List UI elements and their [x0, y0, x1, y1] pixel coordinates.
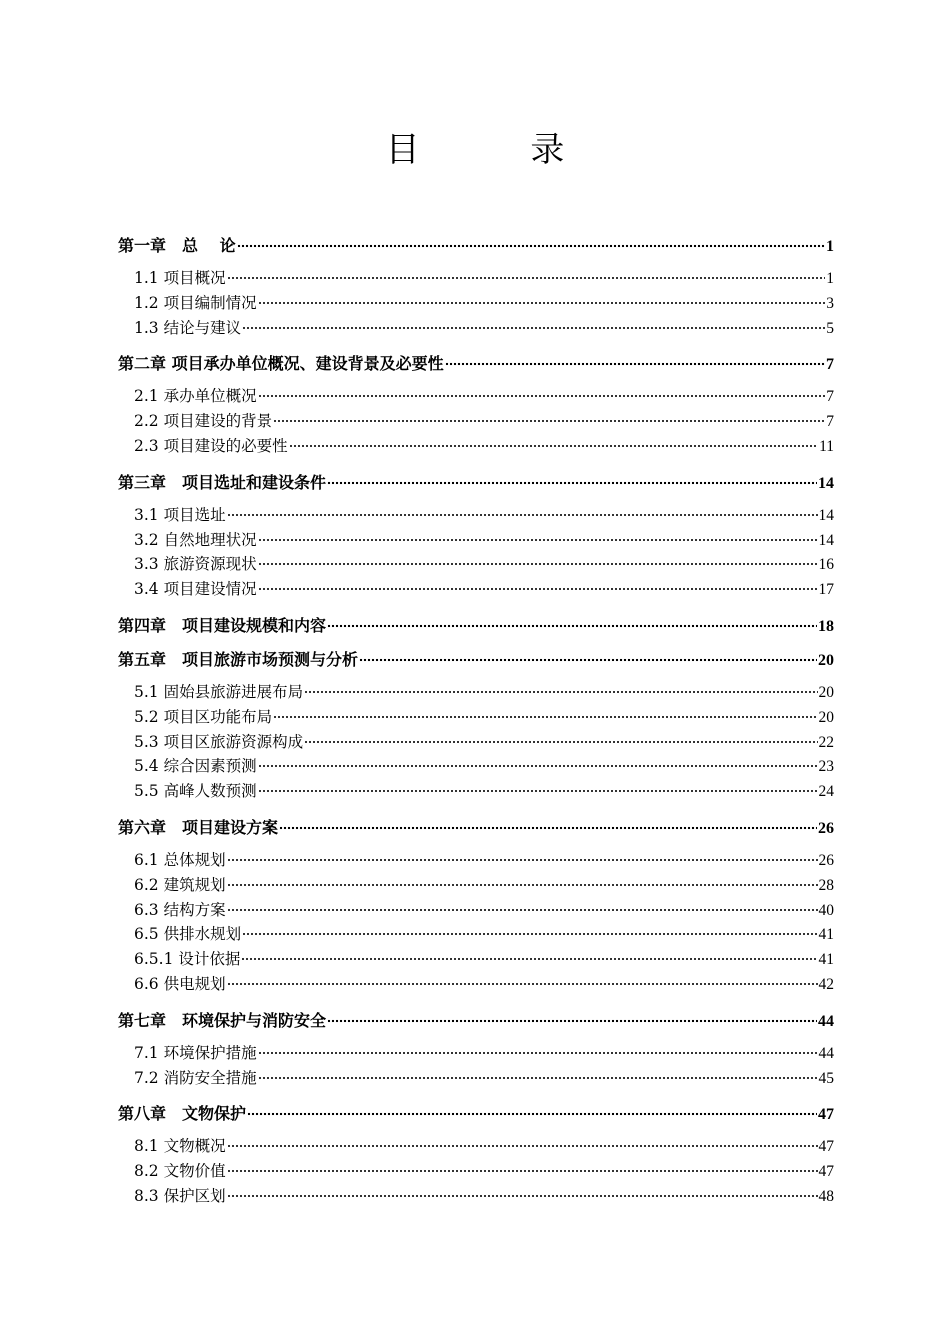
- toc-entry-label: 第六章 项目建设方案: [118, 817, 279, 837]
- toc-section-entry[interactable]: [118, 266, 834, 291]
- page-title: 目 录: [385, 130, 615, 170]
- toc-entry-label: 第八章 文物保护: [118, 1104, 247, 1124]
- toc-page-number: 11: [819, 437, 834, 455]
- toc-chapter-entry[interactable]: [118, 814, 834, 848]
- toc-chapter-entry[interactable]: [118, 350, 834, 384]
- toc-section-entry[interactable]: [118, 1184, 834, 1209]
- toc-page-number: 14: [818, 474, 834, 492]
- toc-entry-label: 8.3 保护区划: [134, 1186, 226, 1205]
- toc-entry-label: 1.2 项目编制情况: [134, 293, 257, 312]
- toc-page-number: 48: [818, 1187, 834, 1205]
- toc-entry-label: 5.1 固始县旅游进展布局: [134, 682, 304, 701]
- toc-page-number: 41: [818, 951, 834, 969]
- toc-entry-label: 3.4 项目建设情况: [134, 580, 257, 599]
- toc-section-entry[interactable]: [118, 316, 834, 341]
- toc-section-entry[interactable]: [118, 873, 834, 898]
- toc-entry-label: 6.6 供电规划: [134, 974, 226, 993]
- toc-entry-label: 第三章 项目选址和建设条件: [118, 472, 327, 492]
- toc-dot-leader: [258, 1051, 818, 1055]
- toc-dot-leader: [327, 1019, 817, 1023]
- toc-dot-leader: [227, 1194, 818, 1198]
- toc-section-entry[interactable]: [118, 705, 834, 730]
- toc-entry-label: 第四章 项目建设规模和内容: [118, 615, 327, 635]
- toc-entry-label: 第七章 环境保护与消防安全: [118, 1010, 327, 1030]
- toc-entry-label: 6.1 总体规划: [134, 850, 226, 869]
- toc-page-number: 20: [818, 708, 834, 726]
- toc-dot-leader: [279, 826, 817, 830]
- toc-dot-leader: [304, 690, 817, 694]
- toc-chapter-entry[interactable]: [118, 612, 834, 646]
- toc-page-number: 45: [818, 1069, 834, 1087]
- toc-page-number: 28: [818, 876, 834, 894]
- toc-dot-leader: [258, 394, 826, 398]
- toc-entry-label: 6.5.1 设计依据: [134, 950, 241, 969]
- toc-group-spacer: [118, 459, 834, 469]
- toc-dot-leader: [258, 301, 826, 305]
- toc-section-entry[interactable]: [118, 848, 834, 873]
- table-of-contents: [118, 232, 834, 1209]
- toc-page-number: 5: [826, 319, 834, 337]
- toc-page-number: 3: [826, 294, 834, 312]
- toc-dot-leader: [258, 562, 818, 566]
- toc-page-number: 24: [818, 783, 834, 801]
- toc-dot-leader: [258, 764, 818, 768]
- toc-section-entry[interactable]: [118, 754, 834, 779]
- toc-entry-label: 5.3 项目区旅游资源构成: [134, 732, 304, 751]
- toc-page-number: 7: [826, 388, 834, 406]
- toc-dot-leader: [227, 982, 818, 986]
- toc-dot-leader: [227, 858, 818, 862]
- toc-entry-label: 6.5 供排水规划: [134, 925, 242, 944]
- toc-page-number: 44: [818, 1044, 834, 1062]
- toc-page-number: 14: [818, 531, 834, 549]
- toc-dot-leader: [227, 1144, 818, 1148]
- toc-section-entry[interactable]: [118, 947, 834, 972]
- toc-page-number: 7: [826, 356, 834, 374]
- toc-section-entry[interactable]: [118, 1066, 834, 1091]
- toc-page-number: 23: [818, 758, 834, 776]
- toc-entry-label: 5.4 综合因素预测: [134, 757, 257, 776]
- toc-section-entry[interactable]: [118, 1041, 834, 1066]
- toc-dot-leader: [359, 658, 817, 662]
- toc-entry-label: 2.1 承办单位概况: [134, 387, 257, 406]
- toc-section-entry[interactable]: [118, 384, 834, 409]
- toc-section-entry[interactable]: [118, 922, 834, 947]
- toc-section-entry[interactable]: [118, 1134, 834, 1159]
- toc-page-number: 47: [818, 1106, 834, 1124]
- toc-entry-label: 8.1 文物概况: [134, 1137, 226, 1156]
- toc-section-entry[interactable]: [118, 898, 834, 923]
- toc-page-number: 1: [826, 270, 834, 287]
- toc-section-entry[interactable]: [118, 552, 834, 577]
- toc-page-number: 17: [818, 581, 834, 599]
- toc-dot-leader: [227, 908, 818, 912]
- toc-chapter-entry[interactable]: [118, 232, 834, 266]
- toc-page-number: 40: [818, 901, 834, 919]
- toc-section-entry[interactable]: [118, 409, 834, 434]
- toc-page-number: 47: [818, 1163, 834, 1181]
- toc-entry-label: 6.2 建筑规划: [134, 875, 226, 894]
- toc-dot-leader: [258, 1076, 818, 1080]
- toc-dot-leader: [227, 276, 826, 280]
- toc-group-spacer: [118, 340, 834, 350]
- toc-section-entry[interactable]: [118, 972, 834, 997]
- toc-page-number: 20: [818, 683, 834, 701]
- toc-entry-label: 8.2 文物价值: [134, 1162, 226, 1181]
- toc-entry-label: 2.3 项目建设的必要性: [134, 436, 288, 455]
- toc-dot-leader: [258, 789, 818, 793]
- toc-page-number: 18: [818, 617, 834, 635]
- toc-page-number: 14: [818, 506, 834, 524]
- toc-section-entry[interactable]: [118, 680, 834, 705]
- toc-section-entry[interactable]: [118, 1159, 834, 1184]
- toc-dot-leader: [445, 362, 825, 366]
- toc-dot-leader: [327, 481, 817, 485]
- toc-entry-label: 7.2 消防安全措施: [134, 1068, 257, 1087]
- toc-page-number: 26: [818, 819, 834, 837]
- toc-chapter-entry[interactable]: [118, 1100, 834, 1134]
- toc-chapter-entry[interactable]: [118, 1007, 834, 1041]
- toc-page-number: 20: [818, 651, 834, 669]
- toc-entry-label: 6.3 结构方案: [134, 900, 226, 919]
- toc-page-number: 44: [818, 1012, 834, 1030]
- toc-dot-leader: [237, 244, 825, 248]
- toc-page-number: 7: [826, 413, 834, 431]
- toc-dot-leader: [273, 419, 825, 423]
- toc-page-number: 1: [826, 238, 834, 255]
- toc-entry-label: 1.1 项目概况: [134, 269, 226, 287]
- toc-page-number: 41: [818, 926, 834, 944]
- toc-dot-leader: [289, 444, 818, 448]
- toc-dot-leader: [304, 740, 817, 744]
- toc-entry-label: 5.5 高峰人数预测: [134, 782, 257, 801]
- toc-entry-label: 2.2 项目建设的背景: [134, 412, 273, 431]
- toc-entry-label: 5.2 项目区功能布局: [134, 707, 273, 726]
- toc-page-number: 16: [818, 556, 834, 574]
- toc-page-number: 26: [818, 851, 834, 869]
- toc-dot-leader: [227, 883, 818, 887]
- toc-dot-leader: [242, 932, 817, 936]
- toc-section-entry[interactable]: [118, 730, 834, 755]
- toc-dot-leader: [258, 538, 818, 542]
- toc-group-spacer: [118, 1090, 834, 1100]
- toc-section-entry[interactable]: [118, 503, 834, 528]
- toc-section-entry[interactable]: [118, 434, 834, 459]
- toc-dot-leader: [327, 624, 817, 628]
- toc-entry-label: 第二章 项目承办单位概况、建设背景及必要性: [118, 354, 444, 374]
- toc-entry-label: 3.2 自然地理状况: [134, 530, 257, 549]
- toc-dot-leader: [247, 1112, 817, 1116]
- toc-entry-label: 7.1 环境保护措施: [134, 1043, 257, 1062]
- toc-section-entry[interactable]: [118, 291, 834, 316]
- toc-page-number: 47: [818, 1138, 834, 1156]
- toc-entry-label: 第五章 项目旅游市场预测与分析: [118, 649, 359, 669]
- toc-group-spacer: [118, 602, 834, 612]
- toc-dot-leader: [273, 715, 817, 719]
- toc-page-number: 22: [818, 733, 834, 751]
- toc-section-entry[interactable]: [118, 528, 834, 553]
- toc-page-number: 42: [818, 975, 834, 993]
- toc-entry-label: 第一章 总 论: [118, 236, 236, 255]
- toc-chapter-entry[interactable]: [118, 469, 834, 503]
- toc-dot-leader: [227, 1169, 818, 1173]
- toc-dot-leader: [242, 326, 825, 330]
- toc-dot-leader: [227, 513, 818, 517]
- toc-group-spacer: [118, 804, 834, 814]
- toc-entry-label: 3.3 旅游资源现状: [134, 555, 257, 574]
- toc-section-entry[interactable]: [118, 577, 834, 602]
- toc-chapter-entry[interactable]: [118, 646, 834, 680]
- toc-group-spacer: [118, 997, 834, 1007]
- toc-entry-label: 1.3 结论与建议: [134, 318, 242, 337]
- toc-dot-leader: [258, 587, 818, 591]
- toc-dot-leader: [241, 957, 817, 961]
- toc-section-entry[interactable]: [118, 779, 834, 804]
- toc-entry-label: 3.1 项目选址: [134, 505, 226, 524]
